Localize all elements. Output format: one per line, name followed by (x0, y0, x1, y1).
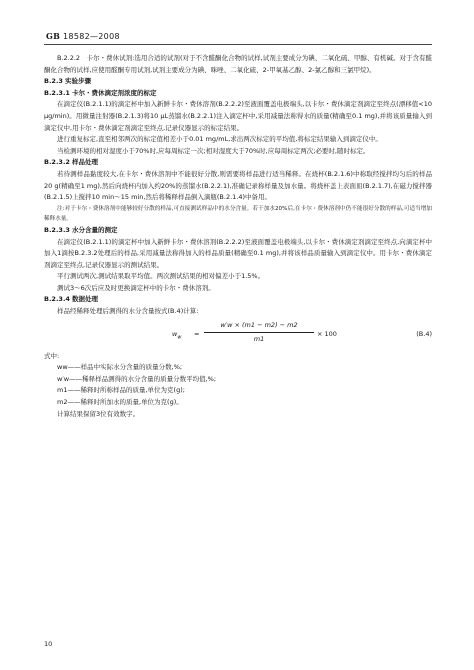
heading-b234-title: 数据处理 (72, 295, 99, 304)
paragraph-b231-1: 在滴定仪(B.2.1.1)的滴定杯中加入新鲜卡尔・费休溶剂(B.2.2.2)至液面覆盖电极端头,以卡尔・费休滴定剂滴定至终点(漂移值<10 μg/min)。用微量注射器(B.2.1.3)将10 μL蒸馏水(B.2.2.1)注入滴定杯中,采用减量法称得水的质量(精确至0.1 mg),并将该质量输入到滴定仪中,用卡尔・费休滴定剂滴定至终点,记录仪器显示的标定结果。 (44, 100, 432, 132)
definition-wpw: w′w——稀释样品测得的水分含量的质量分数平均值,%; (57, 374, 217, 383)
heading-b231 (44, 88, 432, 100)
formula-denominator: m1 (253, 335, 265, 344)
heading-b23-title: 实验步骤 (65, 77, 92, 86)
formula-fraction (204, 320, 314, 346)
paragraph-b233-3: 测试3～6次后应及时更换滴定杯中的卡尔・费休溶剂。 (57, 283, 215, 292)
note-b232: 注:对于卡尔・费休溶剂中能够较好分散的样品,可直接测试样品中的水分含量。若干加水20%后,在卡尔・费休溶剂中仍不能很好分散的样品,可适当增加稀释水量。 (44, 205, 432, 223)
heading-b234-number: B.2.3.4 (44, 295, 70, 304)
formula-b4 (44, 319, 432, 349)
paragraph-b233-2: 平行测试两次,测试结果取平均值。两次测试结果的相对偏差小于1.5%。 (57, 272, 265, 281)
formula-lhs: $w_w$ (172, 329, 182, 340)
document-body (44, 53, 432, 420)
symbol-definitions (44, 362, 432, 408)
heading-b231-number: B.2.3.1 (44, 88, 70, 97)
formula-equals: = (194, 329, 200, 338)
heading-b232-number: B.2.3.2 (44, 158, 70, 167)
definition-m1: m1——稀释时所称样品的质量,单位为克(g); (57, 386, 185, 395)
page-number: 10 (44, 640, 53, 648)
formula-multiplier: × 100 (317, 329, 337, 338)
clause-b222: B.2.2.2 卡尔・费休试剂:选用合适的试剂(对于不含醛酮化合物的试样,试剂主要成分为碘、二氧化硫、甲醇、有机碱。对于含有醛酮化合物的试样,应使用醛酮专用试剂,试剂主要成分为碘、咪唑、二氧化硫、2-甲氧基乙醇、2-氯乙醇和三氯甲烷)。 (44, 54, 432, 74)
fraction-bar (204, 332, 314, 333)
heading-b233-title: 水分含量的测定 (72, 225, 118, 234)
heading-b23 (44, 76, 432, 88)
paragraph-b232-1: 若待测样品黏度较大,在卡尔・费休溶剂中不能很好分散,则需要将样品进行适当稀释。在烧杯(B.2.1.6)中称取经搅拌均匀后的样品20 g(精确至1 mg),然后向烧杯内加入约20%的蒸馏水(B.2.2.1),准确记录称样量及加水量。将烧杯盖上表面皿(B.2.1.7),在磁力搅拌器(B.2.1.5)上搅拌10 min～15 min,然后将稀释样品倒入滴瓶(B.2.1.4)中备用。 (44, 169, 432, 202)
paragraph-b233-1: 在滴定仪(B.2.1.1)的滴定杯中加入新鲜卡尔・费休溶剂(B.2.2.2)至液面覆盖电极端头,以卡尔・费休滴定剂滴定至终点,向滴定杯中加入1滴按B.2.3.2处理后的样品,采用减量法称得加入的样品质量(精确至0.1 mg),并将该样品质量输入到滴定仪中。用卡尔・费休滴定剂滴定至终点,记录仪器显示的测试结果。 (44, 237, 432, 269)
standard-prefix: GB (46, 31, 61, 41)
heading-b234 (44, 294, 432, 306)
heading-b23-number: B.2.3 (44, 77, 63, 86)
standard-number: 18582—2008 (63, 32, 120, 41)
paragraph-b231-3: 当检测环境的相对湿度小于70%时,应每周标定一次;相对湿度大于70%时,应每周标定两次;必要时,随时标定。 (57, 146, 370, 155)
heading-b232-title: 样品处理 (72, 158, 99, 167)
paragraph-b231-2: 进行重复标定,直至相邻两次的标定值相差小于0.01 mg/mL,求出两次标定的平均值,将标定结果输入到滴定仪中。 (57, 135, 382, 144)
where-label: 式中: (44, 351, 60, 360)
definition-ww: ww——样品中实际水分含量的质量分数,%; (57, 363, 183, 372)
heading-b233 (44, 225, 432, 237)
heading-b233-number: B.2.3.3 (44, 225, 70, 234)
formula-reference: (B.4) (416, 329, 432, 338)
heading-b232 (44, 157, 432, 169)
header-rule (44, 44, 432, 45)
paragraph-b234-intro: 样品经稀释处理后测得的水分含量按式(B.4)计算: (57, 307, 199, 316)
standard-header (46, 31, 120, 41)
heading-b231-title: 卡尔・费休滴定剂浓度的标定 (72, 88, 157, 97)
rounding-note: 计算结果保留3位有效数字。 (57, 409, 140, 418)
definition-m2: m2——稀释时所加水的质量,单位为克(g)。 (57, 398, 183, 407)
formula-numerator: w′w × (m1 − m2) − m2 (220, 320, 298, 329)
